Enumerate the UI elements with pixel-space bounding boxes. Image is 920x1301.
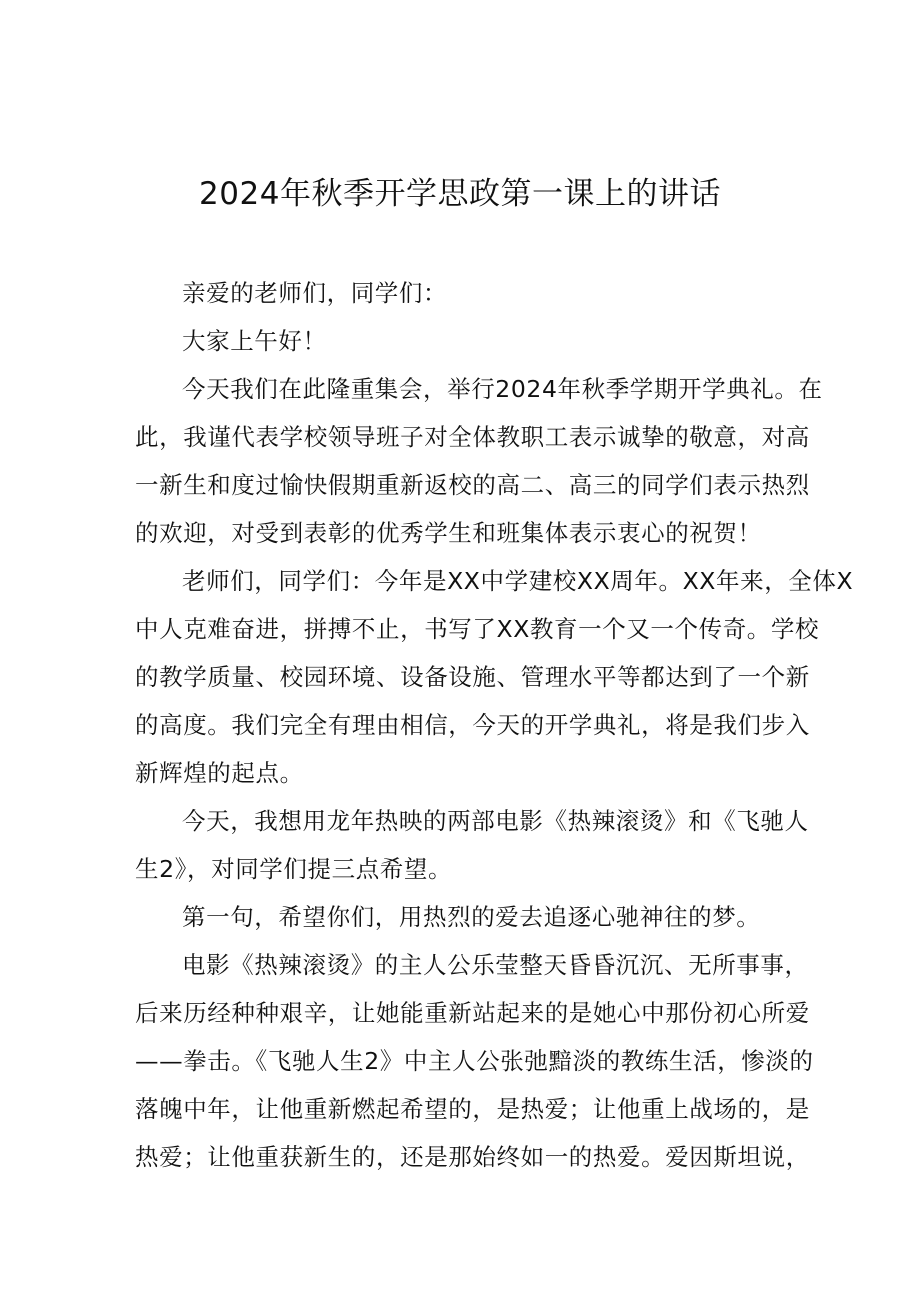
document-body: [135, 269, 854, 1181]
text-line: 的教学质量、校园环境、设备设施、管理水平等都达到了一个新: [135, 663, 810, 691]
paragraph-first-hope: [135, 893, 795, 941]
text-line: 亲爱的老师们，同学们：: [182, 279, 448, 307]
text-line: ——拳击。《飞驰人生2》中主人公张弛黯淡的教练生活，惨淡的: [135, 1047, 814, 1075]
text-line: 热爱；让他重获新生的，还是那始终如一的热爱。爱因斯坦说，: [135, 1143, 810, 1171]
text-line: 后来历经种种艰辛，让她能重新站起来的是她心中那份初心所爱: [135, 999, 810, 1027]
paragraph-greeting: [135, 317, 795, 365]
text-line: 生2》，对同学们提三点希望。: [135, 855, 453, 883]
paragraph-film-story: [135, 941, 814, 1181]
text-line: 的高度。我们完全有理由相信，今天的开学典礼，将是我们步入: [135, 711, 810, 739]
text-line: 此，我谨代表学校领导班子对全体教职工表示诚挚的敬意，对高: [135, 423, 810, 451]
text-line: 今天，我想用龙年热映的两部电影《热辣滚烫》和《飞驰人: [182, 807, 809, 835]
text-line: 中人克难奋进，拼搏不止，书写了XX教育一个又一个传奇。学校: [135, 615, 820, 643]
text-line: 一新生和度过愉快假期重新返校的高二、高三的同学们表示热烈: [135, 471, 810, 499]
text-line: 老师们，同学们：今年是XX中学建校XX周年。XX年来，全体X: [182, 567, 854, 595]
text-line: 新辉煌的起点。: [135, 759, 304, 787]
document-title: 2024年秋季开学思政第一课上的讲话: [199, 176, 721, 212]
text-line: 落魄中年，让他重新燃起希望的，是热爱；让他重上战场的，是: [135, 1095, 810, 1123]
text-line: 的欢迎，对受到表彰的优秀学生和班集体表示衷心的祝贺！: [135, 519, 762, 547]
paragraph-anniversary: [135, 557, 854, 797]
text-line: 第一句，希望你们，用热烈的爱去追逐心驰神往的梦。: [182, 903, 761, 931]
text-line: 今天我们在此隆重集会，举行2024年秋季学期开学典礼。在: [182, 375, 823, 403]
text-line: 大家上午好！: [182, 327, 327, 355]
paragraph-salutation: [135, 269, 795, 317]
paragraph-opening: [135, 365, 823, 557]
paragraph-films-intro: [135, 797, 809, 893]
text-line: 电影《热辣滚烫》的主人公乐莹整天昏昏沉沉、无所事事，: [182, 951, 809, 979]
